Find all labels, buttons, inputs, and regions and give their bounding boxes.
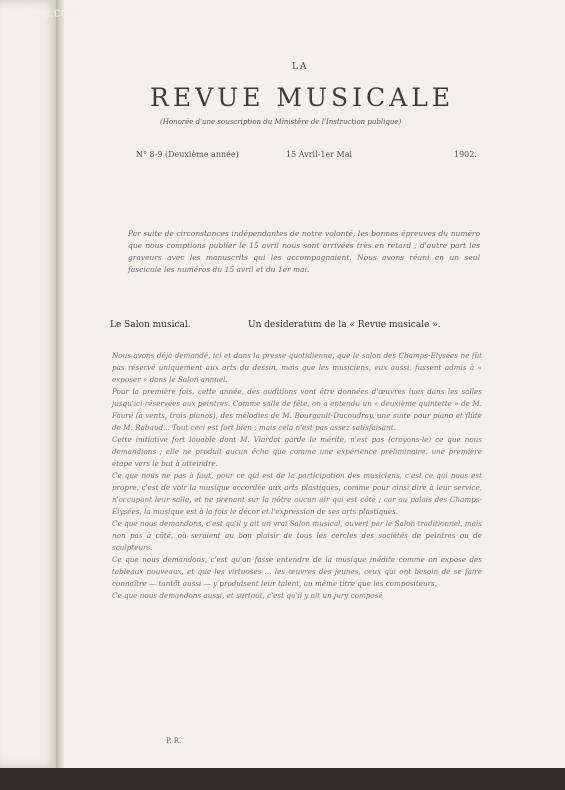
- section-heading-right: Un desideratum de la « Revue musicale ».: [248, 320, 441, 330]
- intro-paragraph: Par suite de circonstances indépendantes de notre volonté, les bonnes épreuves du numéro que nous comptions publier le 15 avril nous sont arrivées très en retard ; d'autre part les graveurs avec les manuscrits qui les accompagnaient. Nous avons réuni en un seul fascicule les numéros du 15 avril et du 1er mai.: [128, 229, 480, 274]
- issue-line: [136, 150, 476, 162]
- article-paragraph: Ce que nous demandons aussi, et surtout, c'est qu'il y ait un jury composé: [112, 591, 383, 600]
- article-paragraph: Ce que nous demandons, c'est qu'il y ait un vrai Salon musical, ouvert par le Salon traditionnel, mais non pas à côté, où seraient au bon plaisir de tous les cercles des sociétés de peintres ou de sculpteurs.: [112, 519, 482, 552]
- left-page-edge: [0, 0, 58, 768]
- article-paragraph: Nous avons déjà demandé, ici et dans la presse quotidienne, que le salon des Champs-Elysées ne fût pas réservé uniquement aux arts du dessin, mais que les musiciens, eux aussi, fussent admis à « exposer » dans le Salon annuel.: [112, 351, 482, 384]
- article-body: [112, 350, 482, 602]
- article-paragraph: Cette initiative fort louable dont M. Viardot garde le mérite, n'est pas (croyons-le) ce que nous demandions ; elle ne produit aucun écho que comme une expérience préliminaire, une première étape vers le but à atteindre.: [112, 435, 482, 468]
- article-paragraph: Pour la première fois, cette année, des auditions vont être données d'œuvres lues dans les salles jusqu'ici réservées aux peintres. Comme salle de fête, on a entendu un « deuxième quintette » de M. Fauré (à vents, trois pianos), des mélodies de M. Bourgault-Ducoudray, une suite pour piano et flûte de M. Rabaud... Tout ceci est fort bien ; mais cela n'est pas assez satisfaisant.: [112, 387, 482, 432]
- section-heading-left: Le Salon musical.: [110, 320, 191, 330]
- issue-date: 15 Avril-1er Mai: [286, 150, 353, 159]
- page-title: REVUE MUSICALE: [150, 83, 455, 112]
- header-article: LA: [292, 62, 309, 72]
- watermark: Le-livre.com: [4, 4, 81, 20]
- page-subtitle: (Honorée d'une souscription du Ministère de l'Instruction publique): [160, 118, 402, 126]
- article-paragraph: Ce que nous demandons, c'est qu'on fasse entendre de la musique inédite comme on expose des tableaux nouveaux, et que les virtuoses ... les œuvres des jeunes, ceux qui ont besoin de se faire connaître — tantôt aussi — y produisent leur talent, au même titre que les compositeurs.: [112, 555, 482, 588]
- bottom-edge: [0, 768, 565, 790]
- issue-year: 1902.: [454, 150, 477, 159]
- section-heading: [110, 320, 480, 334]
- issue-number: N° 8-9 (Deuxième année): [136, 150, 239, 159]
- signature: P. R.: [166, 737, 182, 745]
- article-paragraph: Ce que nous ne pas à faut, pour ce qui est de la participation des musiciens, c'est ce qui nous est propre, c'est de voir la musique accordée aux arts plastiques, comme pour ainsi dire à leur service, n'occupant leur salle, et ne prenant sur la nôtre aucun air qui est côté ; car au palais des Champs-Elysées, la musique est à la fois le décor et l'expression de ses arts plastiques.: [112, 471, 482, 516]
